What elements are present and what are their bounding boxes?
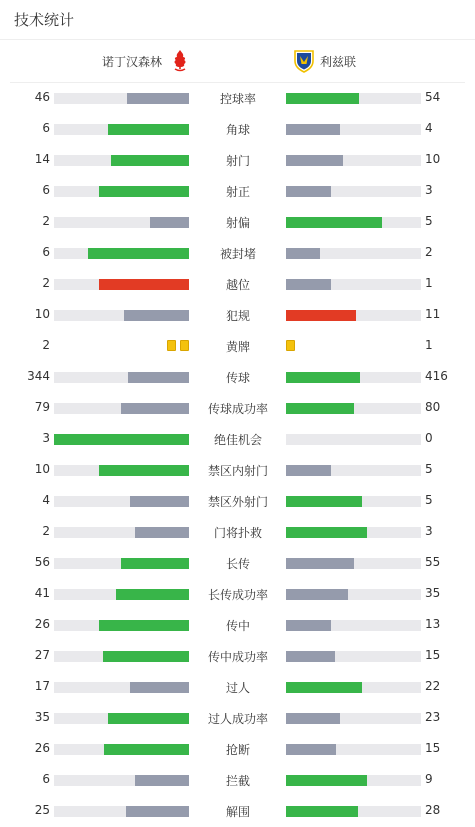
home-value: 2 [42,338,50,352]
home-bar-fill [111,155,189,166]
away-bar-fill [286,155,343,166]
stat-row [0,207,475,238]
home-bar-fill [130,682,189,693]
home-bar-track [54,155,189,166]
away-bar-fill [286,93,359,104]
home-bar-track [54,310,189,321]
home-value: 2 [42,276,50,290]
away-value: 10 [425,152,441,166]
home-value: 6 [42,183,50,197]
home-bar-fill [126,806,189,817]
away-value: 416 [425,369,448,383]
away-value: 4 [425,121,433,135]
yellow-card-icon [286,340,295,351]
home-value: 4 [42,493,50,507]
home-bar-fill [150,217,189,228]
stat-row [0,486,475,517]
away-value: 1 [425,276,433,290]
stat-row [0,176,475,207]
stat-row [0,83,475,114]
away-bar-track [286,620,421,631]
away-bar-track [286,713,421,724]
home-bar-fill [135,775,189,786]
home-bar-track [54,186,189,197]
home-bar-fill [103,651,189,662]
home-value: 14 [34,152,50,166]
stat-label: 传中 [225,619,250,633]
away-bar-fill [286,403,354,414]
away-value: 3 [425,524,433,538]
away-bar-fill [286,124,340,135]
stat-label: 被封堵 [219,247,256,261]
away-bar-fill [286,744,336,755]
stat-row [0,734,475,765]
home-value: 10 [34,462,50,476]
stat-label: 射正 [225,185,250,199]
stat-row [0,579,475,610]
home-value: 10 [34,307,50,321]
stat-row [0,517,475,548]
away-bar-track [286,558,421,569]
away-value: 5 [425,462,433,476]
away-value: 9 [425,772,433,786]
yellow-card-icon [180,340,189,351]
home-bar-track [54,744,189,755]
away-yellow-cards [286,340,295,351]
home-bar-track [54,620,189,631]
away-value: 54 [425,90,441,104]
away-bar-track [286,589,421,600]
home-bar-fill [121,558,189,569]
away-value: 22 [425,679,441,693]
away-value: 1 [425,338,433,352]
away-bar-fill [286,589,348,600]
stat-row [0,114,475,145]
away-bar-track [286,682,421,693]
home-bar-track [54,527,189,538]
home-value: 3 [42,431,50,445]
away-value: 28 [425,803,441,817]
home-value: 6 [42,772,50,786]
home-bar-fill [135,527,189,538]
stat-label: 禁区外射门 [207,495,268,509]
home-bar-track [54,403,189,414]
away-value: 3 [425,183,433,197]
home-bar-fill [124,310,189,321]
home-value: 26 [34,741,50,755]
home-value: 17 [34,679,50,693]
stat-label: 黄牌 [225,340,250,354]
away-value: 15 [425,648,441,662]
away-bar-track [286,279,421,290]
home-value: 6 [42,121,50,135]
home-bar-track [54,589,189,600]
stat-label: 射偏 [225,216,250,230]
home-bar-track [54,651,189,662]
home-bar-track [54,372,189,383]
home-bar-fill [99,465,189,476]
away-bar-track [286,248,421,259]
stat-label: 禁区内射门 [207,464,268,478]
home-bar-track [54,217,189,228]
home-value: 25 [34,803,50,817]
home-bar-fill [99,620,189,631]
away-bar-fill [286,527,367,538]
stat-label: 传中成功率 [207,650,268,664]
stat-row [0,331,475,362]
home-bar-fill [128,372,189,383]
leeds-united-crest-icon [292,48,316,74]
home-value: 2 [42,214,50,228]
stat-row [0,796,475,827]
home-bar-fill [54,434,189,445]
away-bar-fill [286,775,367,786]
home-value: 2 [42,524,50,538]
away-value: 5 [425,493,433,507]
away-bar-track [286,93,421,104]
away-value: 80 [425,400,441,414]
yellow-card-icon [167,340,176,351]
away-bar-track [286,744,421,755]
away-bar-track [286,806,421,817]
home-bar-track [54,713,189,724]
home-bar-track [54,558,189,569]
stats-list [0,83,475,827]
away-bar-fill [286,806,358,817]
home-bar-fill [108,124,189,135]
stat-label: 越位 [225,278,250,292]
stat-label: 角球 [225,123,250,137]
home-value: 41 [34,586,50,600]
home-bar-track [54,682,189,693]
stat-label: 过人 [225,681,250,695]
away-bar-fill [286,217,382,228]
home-yellow-cards [167,340,189,351]
away-bar-fill [286,279,331,290]
away-bar-fill [286,496,362,507]
away-bar-fill [286,186,331,197]
home-bar-fill [99,186,189,197]
away-bar-track [286,186,421,197]
away-value: 55 [425,555,441,569]
away-bar-track [286,651,421,662]
away-bar-track [286,775,421,786]
home-bar-fill [130,496,189,507]
stat-label: 绝佳机会 [213,433,262,447]
away-bar-track [286,372,421,383]
away-value: 5 [425,214,433,228]
nottingham-forest-crest-icon [168,48,192,74]
away-team-name: 利兹联 [320,54,357,69]
home-value: 79 [34,400,50,414]
home-bar-fill [108,713,189,724]
page-title: 技术统计 [14,11,75,29]
section-header [0,0,475,40]
stat-label: 解围 [225,805,250,819]
away-bar-fill [286,465,331,476]
away-bar-fill [286,651,335,662]
stat-label: 过人成功率 [207,712,268,726]
away-value: 2 [425,245,433,259]
home-bar-track [54,806,189,817]
home-bar-fill [88,248,189,259]
stat-row [0,610,475,641]
stat-row [0,393,475,424]
stat-row [0,641,475,672]
away-bar-track [286,465,421,476]
away-bar-fill [286,310,356,321]
stat-row [0,455,475,486]
home-team [102,48,192,74]
away-bar-track [286,217,421,228]
home-bar-track [54,248,189,259]
stat-label: 长传成功率 [207,588,268,602]
stat-row [0,269,475,300]
stat-label: 长传 [225,557,250,571]
away-value: 23 [425,710,441,724]
away-bar-fill [286,682,362,693]
home-value: 6 [42,245,50,259]
stat-label: 传球 [225,371,250,385]
stat-row [0,548,475,579]
away-bar-track [286,124,421,135]
stat-label: 拦截 [225,774,250,788]
stat-row [0,145,475,176]
away-bar-fill [286,248,320,259]
home-bar-track [54,279,189,290]
away-bar-fill [286,620,331,631]
stat-label: 射门 [225,154,250,168]
away-value: 0 [425,431,433,445]
away-value: 15 [425,741,441,755]
away-bar-track [286,434,421,445]
home-bar-fill [121,403,189,414]
stat-row [0,672,475,703]
home-bar-track [54,496,189,507]
away-bar-track [286,155,421,166]
home-bar-fill [99,279,189,290]
home-team-name: 诺丁汉森林 [102,54,163,69]
away-bar-track [286,527,421,538]
stat-label: 犯规 [225,309,250,323]
stat-row [0,238,475,269]
stat-label: 抢断 [225,743,250,757]
teams-header [10,40,465,83]
home-bar-fill [116,589,189,600]
stat-row [0,300,475,331]
home-bar-track [54,124,189,135]
away-value: 35 [425,586,441,600]
away-value: 11 [425,307,441,321]
home-value: 35 [34,710,50,724]
home-bar-fill [104,744,189,755]
home-value: 344 [27,369,50,383]
home-bar-track [54,465,189,476]
stat-row [0,765,475,796]
stat-label: 传球成功率 [207,402,268,416]
home-value: 27 [34,648,50,662]
stat-row [0,362,475,393]
away-bar-fill [286,713,340,724]
home-value: 26 [34,617,50,631]
away-bar-track [286,403,421,414]
away-bar-track [286,496,421,507]
home-bar-fill [127,93,189,104]
stat-row [0,703,475,734]
home-value: 56 [34,555,50,569]
away-bar-fill [286,372,360,383]
stat-label: 控球率 [219,92,256,106]
stat-label: 门将扑救 [213,526,262,540]
away-bar-track [286,310,421,321]
home-bar-track [54,775,189,786]
stat-row [0,424,475,455]
home-bar-track [54,93,189,104]
home-value: 46 [34,90,50,104]
away-bar-fill [286,558,354,569]
away-team [292,48,356,74]
away-value: 13 [425,617,441,631]
home-bar-track [54,434,189,445]
